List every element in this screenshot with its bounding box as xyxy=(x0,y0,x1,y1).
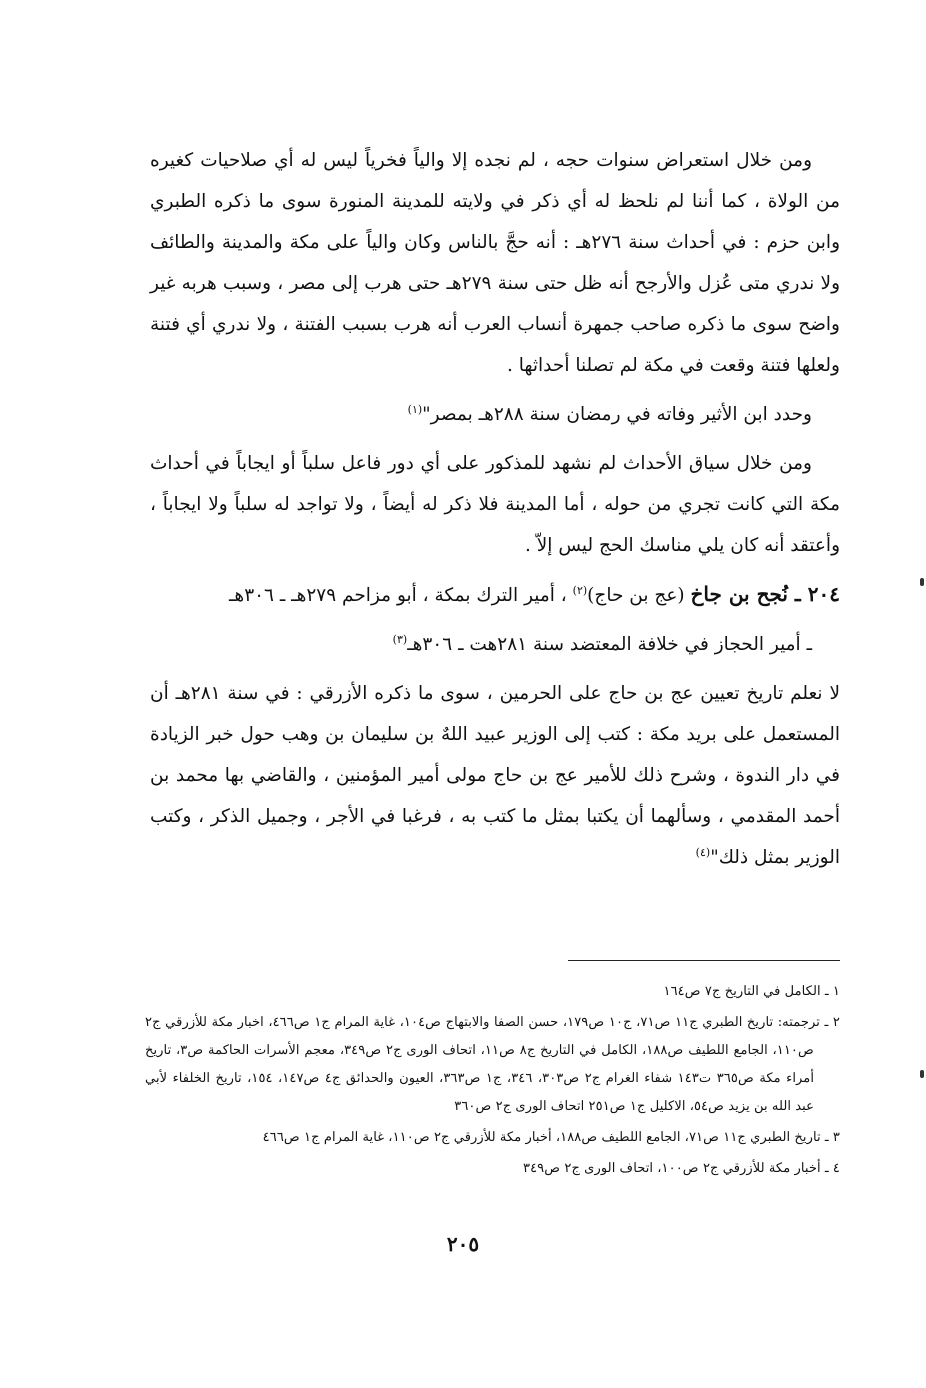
footnote-1 xyxy=(145,978,840,1006)
footnote-number: ٢ ـ xyxy=(824,1015,841,1030)
footnote-number: ١ ـ xyxy=(824,984,840,999)
footnote-4 xyxy=(145,1155,840,1183)
paragraph-3-text: ومن خلال سياق الأحداث لم نشهد للمذكور على أي دور فاعل سلباً أو ايجاباً في أحداث مكة التي كانت تجري من حوله ، أما المدينة فلا ذكر له أيضاً ، ولا تواجد له سلباً ولا ايجاباً ، وأعتقد أنه كان يلي مناسك الحج ليس إلاّ . xyxy=(150,453,840,556)
page-number: ٢٠٥ xyxy=(446,1232,480,1256)
entry-alt-name: (عج بن حاج) xyxy=(587,585,691,606)
footnotes xyxy=(145,978,840,1186)
footnote-text: الكامل في التاريخ ج٧ ص١٦٤ xyxy=(663,984,821,999)
entry-description: ، أمير الترك بمكة ، أبو مزاحم ٢٧٩هـ ـ ٣٠٦هـ xyxy=(229,585,573,606)
entry-number: ٢٠٤ xyxy=(807,582,840,606)
footnote-number: ٤ ـ xyxy=(824,1161,840,1176)
entry-name: نُجح بن جاخ xyxy=(690,582,788,606)
footnote-2 xyxy=(145,1009,840,1121)
footnote-text: ترجمته: تاريخ الطبري ج١١ ص٧١، ج١٠ ص١٧٩، حسن الصفا والابتهاج ص١٠٤، غاية المرام ج١ ص٤٦٦، اخبار مكة للأزرقي ج٢ ص١١٠، الجامع اللطيف ص١٨٨، الكامل في التاريخ ج٨ ص١١، اتحاف الورى ج٢ ص٣٤٩، معجم الأسرات الحاكمة ص٣، تاريخ أمراء مكة ص٣٦٥ ت١٤٣ شفاء الغرام ج٢ ص٣٠٣، ٣٤٦، ج١ ص٣٦٣، العيون والحدائق ج٤ ص١٤٧، ١٥٤، تاريخ الخلفاء لأبي عبد الله بن يزيد ص٥٤، الاكليل ج١ ص٢٥١ اتحاف الورى ج٢ ص٣٦٠ xyxy=(145,1015,820,1114)
paragraph-2 xyxy=(150,394,840,435)
footnote-number: ٣ ـ xyxy=(824,1130,840,1145)
footnote-3 xyxy=(145,1124,840,1152)
footnote-ref-3[interactable]: (٣) xyxy=(392,632,408,646)
footnote-ref-1[interactable]: (١) xyxy=(407,402,423,416)
paragraph-2-text: وحدد ابن الأثير وفاته في رمضان سنة ٢٨٨هـ بمصر" xyxy=(422,404,812,425)
entry-subtitle xyxy=(150,624,840,665)
scan-edge-mark xyxy=(920,1070,924,1078)
scan-edge-mark xyxy=(920,578,924,586)
entry-subtitle-text: ـ أمير الحجاز في خلافة المعتضد سنة ٢٨١هت ـ ٣٠٦هـ xyxy=(407,634,812,655)
footnote-ref-2[interactable]: (٢) xyxy=(572,583,588,597)
entry-heading xyxy=(150,574,840,616)
paragraph-4-text: لا نعلم تاريخ تعيين عج بن حاج على الحرمين ، سوى ما ذكره الأزرقي : في سنة ٢٨١هـ أن المستعمل على بريد مكة : كتب إلى الوزير عبيد اللهٌ بن سليمان بن وهب حول خبر الزيادة في دار الندوة ، وشرح ذلك للأمير عج بن حاج مولى أمير المؤمنين ، والقاضي بها محمد بن أحمد المقدمي ، وسألهما أن يكتبا بمثل ما كتب به ، فرغبا في الأجر ، وجميل الذكر ، وكتب الوزير بمثل ذلك" xyxy=(150,683,840,868)
main-text xyxy=(150,140,840,878)
footnote-separator xyxy=(568,960,840,961)
paragraph-1-text: ومن خلال استعراض سنوات حجه ، لم نجده إلا والياً فخرياً ليس له أي صلاحيات كغيره من الولاة ، كما أننا لم نلحظ له أي ذكر في ولايته للمدينة المنورة سوى ما ذكره الطبري وابن حزم : في أحداث سنة ٢٧٦هـ : أنه حجَّ بالناس وكان والياً على مكة والمدينة والطائف ولا ندري متى عُزل والأرجح أنه ظل حتى سنة ٢٧٩هـ حتى هرب إلى مصر ، وسبب هربه غير واضح سوى ما ذكره صاحب جمهرة أنساب العرب أنه هرب بسبب الفتنة ، ولا ندري أي فتنة ولعلها فتنة وقعت في مكة لم تصلنا أحداثها . xyxy=(150,150,841,376)
paragraph-4 xyxy=(150,673,840,878)
footnote-text: أخبار مكة للأزرقي ج٢ ص١٠٠، اتحاف الورى ج٢ ص٣٤٩ xyxy=(522,1161,821,1176)
footnote-ref-4[interactable]: (٤) xyxy=(695,845,711,859)
paragraph-1 xyxy=(150,140,840,386)
entry-dash: ـ xyxy=(787,582,808,606)
footnote-text: تاريخ الطبري ج١١ ص٧١، الجامع اللطيف ص١٨٨، أخبار مكة للأزرقي ج٢ ص١١٠، غاية المرام ج١ ص٤٦٦ xyxy=(262,1130,821,1145)
paragraph-3 xyxy=(150,443,840,566)
